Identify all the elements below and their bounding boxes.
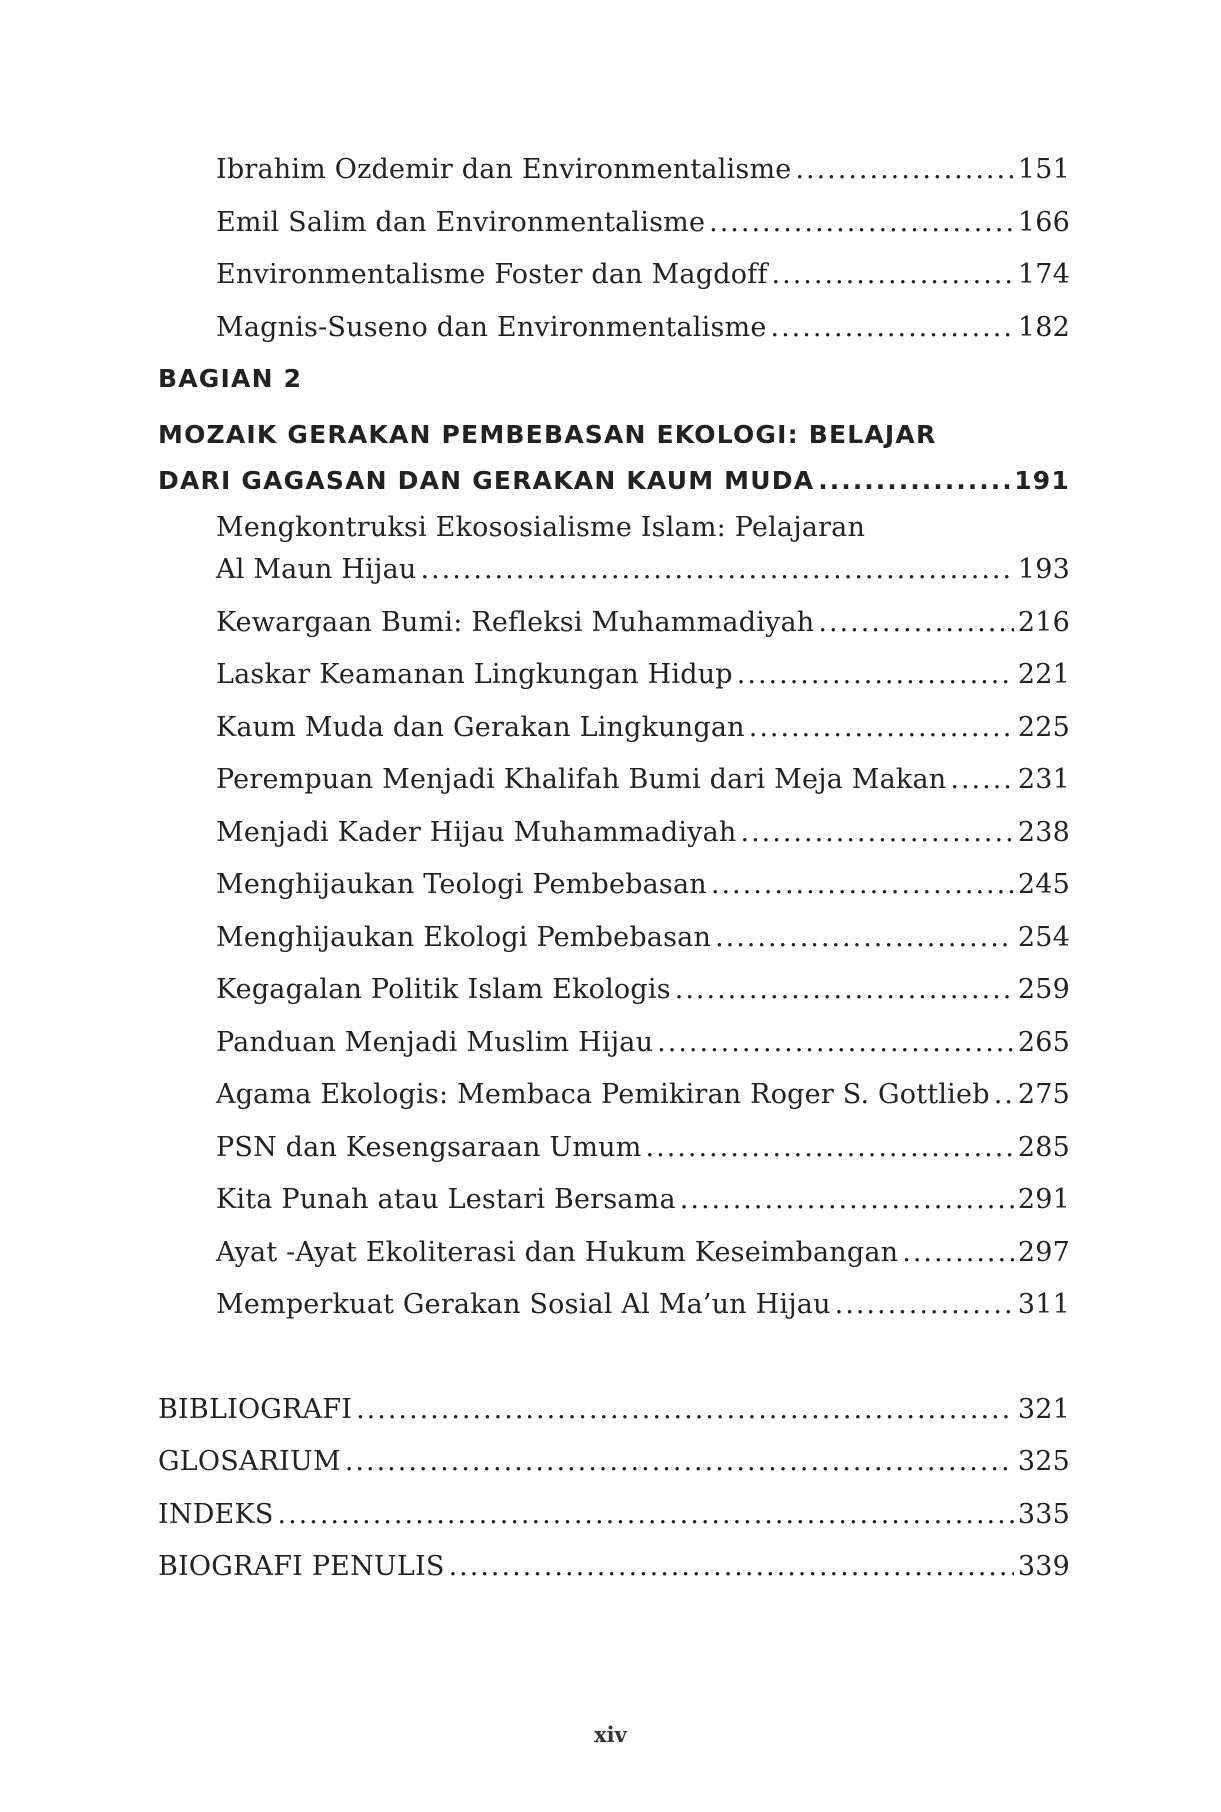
toc-entry-wrapped-line-1[interactable] — [158, 512, 1070, 554]
toc-entry-title: Perempuan Menjadi Khalifah Bumi dari Meja Makan — [216, 764, 947, 795]
toc-entry[interactable] — [158, 1027, 1070, 1080]
toc-entry-title: Kegagalan Politik Islam Ekologis — [216, 974, 671, 1005]
toc-entry-page: 285 — [1017, 1131, 1070, 1163]
toc-entry[interactable] — [158, 1184, 1070, 1237]
toc-entry-page: 245 — [1017, 869, 1070, 900]
dot-leader — [818, 607, 1013, 638]
page-number: xiv — [594, 1722, 627, 1747]
toc-entry-page: 225 — [1017, 711, 1070, 743]
toc-entry-page: 216 — [1017, 606, 1070, 638]
dot-leader — [345, 1446, 1014, 1477]
toc-entry-page: 182 — [1017, 311, 1070, 343]
toc-entry-page: 297 — [1017, 1236, 1070, 1268]
toc-entry-page: 221 — [1017, 659, 1070, 690]
dot-leader — [356, 1394, 1014, 1425]
toc-entry-page: 291 — [1017, 1184, 1070, 1215]
dot-leader — [950, 764, 1014, 795]
toc-entry-title: Al Maun Hijau — [216, 554, 417, 585]
toc-entry-title: Kita Punah atau Lestari Bersama — [216, 1184, 676, 1215]
dot-leader — [709, 207, 1014, 238]
toc-entry-title: INDEKS — [158, 1498, 274, 1530]
toc-entry-page: 151 — [1017, 154, 1070, 185]
toc-entry-title: Menghijaukan Ekologi Pembebasan — [216, 921, 712, 953]
dot-leader — [646, 1132, 1014, 1163]
dot-leader — [420, 554, 1013, 585]
dot-leader — [715, 922, 1014, 953]
part-page: 191 — [1014, 466, 1070, 495]
toc-entry[interactable] — [158, 974, 1070, 1027]
toc-entry-page: 325 — [1017, 1446, 1070, 1477]
toc-entry-title: Kewargaan Bumi: Refleksi Muhammadiyah — [216, 606, 815, 638]
toc-entry[interactable] — [158, 817, 1070, 870]
part-label — [158, 364, 1070, 420]
toc-entry[interactable] — [158, 607, 1070, 660]
toc-entry-title: Menjadi Kader Hijau Muhammadiyah — [216, 816, 737, 848]
dot-leader — [749, 712, 1014, 743]
dot-leader — [902, 1237, 1014, 1268]
toc-entry-page: 174 — [1017, 259, 1070, 290]
toc-entry-title: Ibrahim Ozdemir dan Environmentalisme — [216, 154, 792, 185]
toc-entry-title: Kaum Muda dan Gerakan Lingkungan — [216, 711, 745, 743]
toc-entry[interactable] — [158, 659, 1070, 712]
toc-entry-page: 254 — [1017, 921, 1070, 953]
toc-entry-page: 275 — [1017, 1079, 1070, 1110]
toc-back-matter-entry[interactable] — [158, 1446, 1070, 1499]
toc-entry[interactable] — [158, 922, 1070, 975]
part-label-text: BAGIAN 2 — [158, 364, 303, 393]
toc-entry-page: 231 — [1017, 764, 1070, 795]
dot-leader — [772, 259, 1014, 290]
toc-entry[interactable] — [158, 1132, 1070, 1185]
toc-back-matter-entry[interactable] — [158, 1394, 1070, 1447]
toc-back-matter-entry[interactable] — [158, 1551, 1070, 1604]
toc-entry-title: Memperkuat Gerakan Sosial Al Ma’un Hijau — [216, 1289, 831, 1320]
dot-leader — [657, 1027, 1014, 1058]
dot-leader — [711, 869, 1014, 900]
toc-back-matter-entry[interactable] — [158, 1499, 1070, 1552]
dot-leader — [818, 466, 1010, 495]
dot-leader — [771, 312, 1014, 343]
toc-entry-title: PSN dan Kesengsaraan Umum — [216, 1131, 642, 1163]
page-number-footer — [0, 1722, 1221, 1747]
dot-leader — [675, 974, 1014, 1005]
part-title-line-2[interactable] — [158, 466, 1070, 512]
toc-entry-page: 265 — [1017, 1026, 1070, 1058]
toc-entry-page: 321 — [1017, 1393, 1070, 1425]
toc-entry[interactable] — [158, 1079, 1070, 1132]
toc-entry-title: Ayat -Ayat Ekoliterasi dan Hukum Keseimbangan — [216, 1236, 899, 1268]
toc-entry-page: 259 — [1017, 974, 1070, 1005]
toc-entry-title: Magnis-Suseno dan Environmentalisme — [216, 311, 767, 343]
toc-entry-page: 166 — [1017, 206, 1070, 238]
part-title-text: MOZAIK GERAKAN PEMBEBASAN EKOLOGI: BELAJAR — [158, 420, 937, 449]
dot-leader — [835, 1289, 1014, 1320]
toc-entry-title: Laskar Keamanan Lingkungan Hidup — [216, 659, 733, 690]
dot-leader — [737, 659, 1014, 690]
toc-entry[interactable] — [158, 1289, 1070, 1342]
toc-entry-title: Agama Ekologis: Membaca Pemikiran Roger S. Gottlieb — [216, 1079, 990, 1110]
toc-entry[interactable] — [158, 764, 1070, 817]
section-spacer — [158, 1342, 1070, 1394]
table-of-contents — [158, 154, 1070, 1604]
part-title-text: DARI GAGASAN DAN GERAKAN KAUM MUDA — [158, 466, 815, 495]
toc-entry-title: Environmentalisme Foster dan Magdoff — [216, 259, 768, 290]
toc-entry-page: 339 — [1017, 1551, 1070, 1582]
dot-leader — [278, 1499, 1014, 1530]
toc-entry-page: 335 — [1017, 1498, 1070, 1530]
toc-entry-page: 238 — [1017, 816, 1070, 848]
toc-entry-wrapped-line-2[interactable] — [158, 554, 1070, 607]
dot-leader — [795, 154, 1013, 185]
toc-entry-title: Panduan Menjadi Muslim Hijau — [216, 1026, 654, 1058]
toc-entry-page: 193 — [1017, 554, 1070, 585]
toc-entry-title: Mengkontruksi Ekososialisme Islam: Pelajaran — [216, 512, 866, 543]
part-title-line-1[interactable] — [158, 420, 1070, 466]
toc-entry[interactable] — [158, 1237, 1070, 1290]
dot-leader — [741, 817, 1014, 848]
toc-entry[interactable] — [158, 207, 1070, 260]
toc-entry-title: BIOGRAFI PENULIS — [158, 1551, 445, 1582]
toc-entry-title: BIBLIOGRAFI — [158, 1393, 353, 1425]
dot-leader — [680, 1184, 1014, 1215]
toc-entry[interactable] — [158, 712, 1070, 765]
dot-leader — [449, 1551, 1014, 1582]
toc-entry-title: Menghijaukan Teologi Pembebasan — [216, 869, 707, 900]
dot-leader — [994, 1079, 1014, 1110]
toc-entry[interactable] — [158, 869, 1070, 922]
toc-entry-title: GLOSARIUM — [158, 1446, 341, 1477]
toc-entry-title: Emil Salim dan Environmentalisme — [216, 206, 706, 238]
toc-entry[interactable] — [158, 154, 1070, 207]
toc-entry-page: 311 — [1017, 1289, 1070, 1320]
toc-entry[interactable] — [158, 312, 1070, 365]
toc-entry[interactable] — [158, 259, 1070, 312]
